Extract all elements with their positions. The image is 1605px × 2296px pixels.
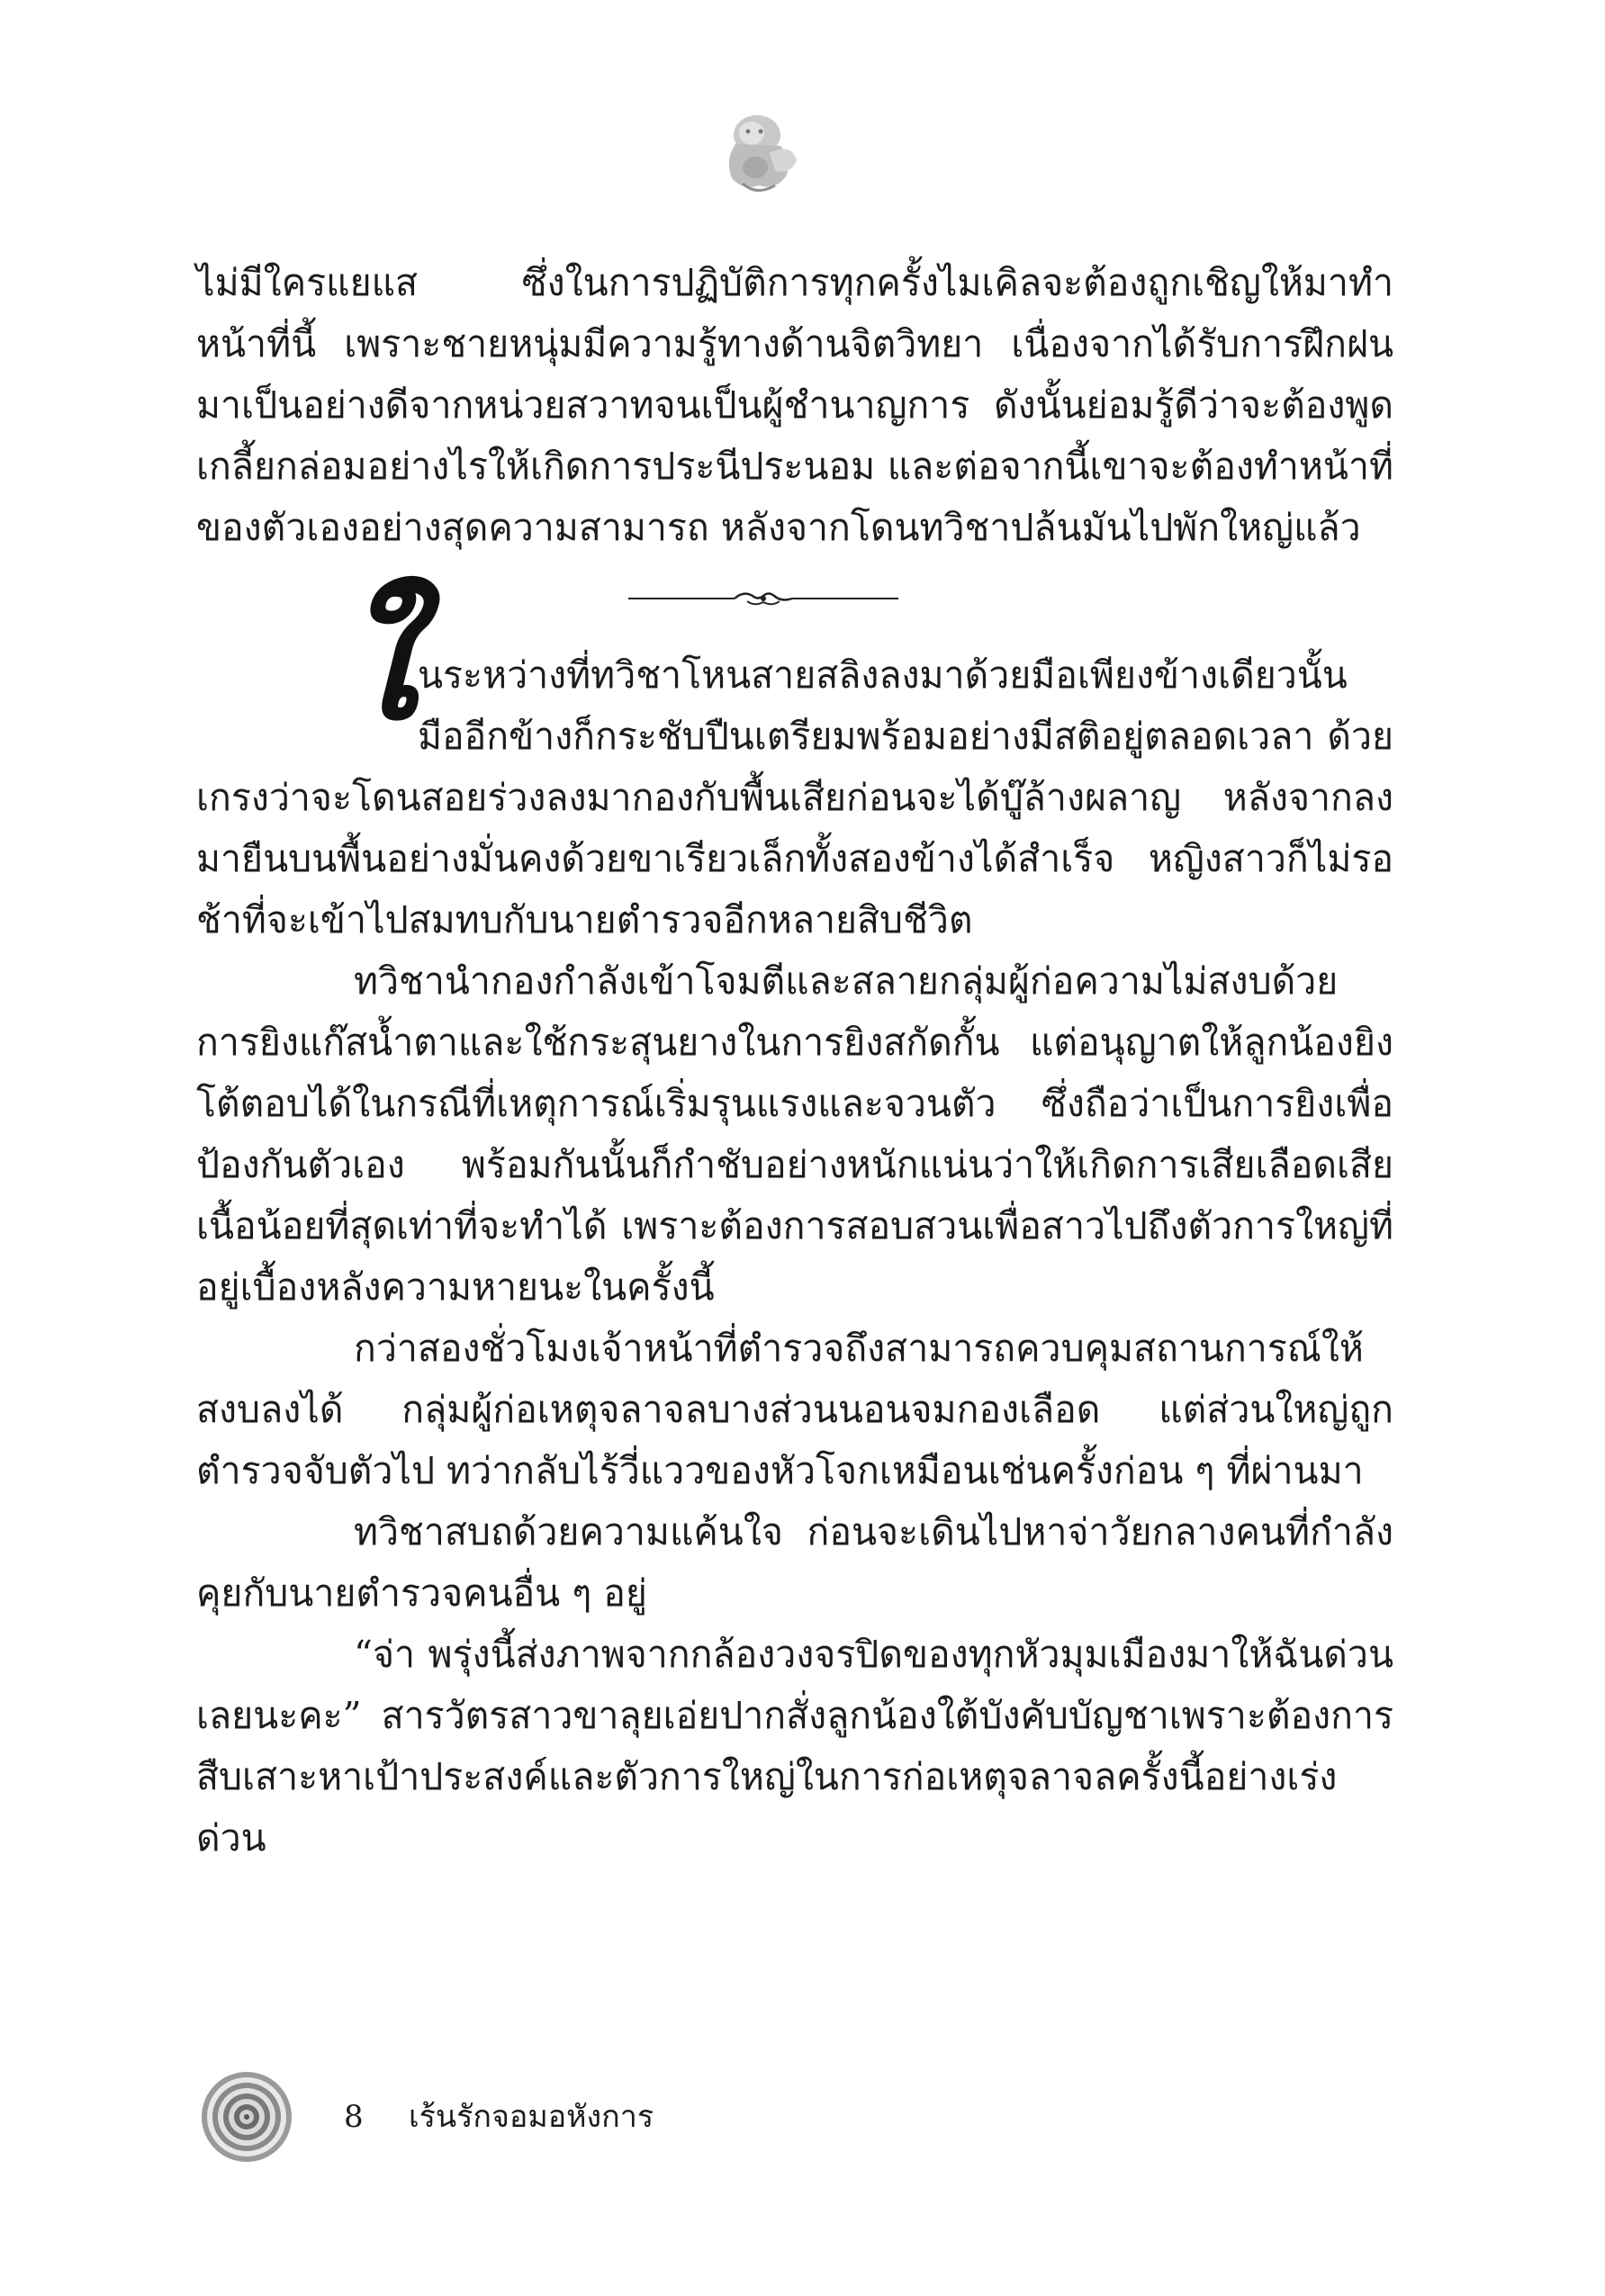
paragraph: กว่าสองชั่วโมงเจ้าหน้าที่ตำรวจถึงสามารถควบคุมสถานการณ์ให้สงบลงได้ กลุ่มผู้ก่อเหตุจลาจลบางส่วนนอนจมกองเลือด แต่ส่วนใหญ่ถูกตำรวจจับตัวไป ทว่ากลับไร้วี่แววของหัวโจกเหมือนเช่นครั้งก่อน ๆ ที่ผ่านมา (196, 1327, 1393, 1492)
cherub-illustration-icon (716, 108, 802, 202)
section-two (196, 572, 1393, 1868)
book-title: เร้นรักจอมอหังการ (409, 2099, 654, 2135)
paragraph: ทวิชานำกองกำลังเข้าโจมตีและสลายกลุ่มผู้ก่อความไม่สงบด้วยการยิงแก๊สน้ำตาและใช้กระสุนยางในการยิงสกัดกั้น แต่อนุญาตให้ลูกน้องยิงโต้ตอบได้ในกรณีที่เหตุการณ์เริ่มรุนแรงและจวนตัว ซึ่งถือว่าเป็นการยิงเพื่อป้องกันตัวเอง พร้อมกันนั้นก็กำชับอย่างหนักแน่นว่าให้เกิดการเสียเลือดเสียเนื้อน้อยที่สุดเท่าที่จะทำได้ เพราะต้องการสอบสวนเพื่อสาวไปถึงตัวการใหญ่ที่อยู่เบื้องหลังความหายนะในครั้งนี้ (196, 959, 1393, 1309)
paragraph: ทวิชาสบถด้วยความแค้นใจ ก่อนจะเดินไปหาจ่าวัยกลางคนที่กำลังคุยกับนายตำรวจคนอื่น ๆ อยู่ (196, 1510, 1393, 1615)
opening-paragraph (196, 572, 1393, 950)
drop-cap: ใ (340, 572, 416, 754)
paragraph: “จ่า พรุ่งนี้ส่งภาพจากกล้องวงจรปิดของทุกหัวมุมเมืองมาให้ฉันด่วนเลยนะคะ” สารวัตรสาวขาลุยเอ่ยปากสั่งลูกน้องใต้บังคับบัญชาเพราะต้องการสืบเสาะหาเป้าประสงค์และตัวการใหญ่ในการก่อเหตุจลาจลครั้งนี้อย่างเร่งด่วน (196, 1633, 1393, 1859)
page-footer (200, 2070, 830, 2169)
body-text (196, 252, 1393, 1868)
paragraph-continuation: ไม่มีใครแยแส ซึ่งในการปฏิบัติการทุกครั้งไมเคิลจะต้องถูกเชิญให้มาทำหน้าที่นี้ เพราะชายหนุ่มมีความรู้ทางด้านจิตวิทยา เนื่องจากได้รับการฝึกฝนมาเป็นอย่างดีจากหน่วยสวาทจนเป็นผู้ชำนาญการ ดังนั้นย่อมรู้ดีว่าจะต้องพูดเกลี้ยกล่อมอย่างไรให้เกิดการประนีประนอม และต่อจากนี้เขาจะต้องทำหน้าที่ของตัวเองอย่างสุดความสามารถ หลังจากโดนทวิชาปล้นมันไปพักใหญ่แล้ว (196, 261, 1393, 549)
page-number: 8 (344, 2099, 364, 2135)
scroll-flourish-divider-icon (628, 585, 898, 612)
opening-paragraph-text: นระหว่างที่ทวิชาโหนสายสลิงลงมาด้วยมือเพียงข้างเดียวนั้น มืออีกข้างก็กระชับปืนเตรียมพร้อมอย่างมีสติอยู่ตลอดเวลา ด้วยเกรงว่าจะโดนสอยร่วงลงมากองกับพื้นเสียก่อนจะได้บู๊ล้างผลาญ หลังจากลงมายืนบนพื้นอย่างมั่นคงด้วยขาเรียวเล็กทั้งสองข้างได้สำเร็จ หญิงสาวก็ไม่รอช้าที่จะเข้าไปสมทบกับนายตำรวจอีกหลายสิบชีวิต (196, 653, 1393, 941)
target-rings-icon (200, 2070, 293, 2164)
